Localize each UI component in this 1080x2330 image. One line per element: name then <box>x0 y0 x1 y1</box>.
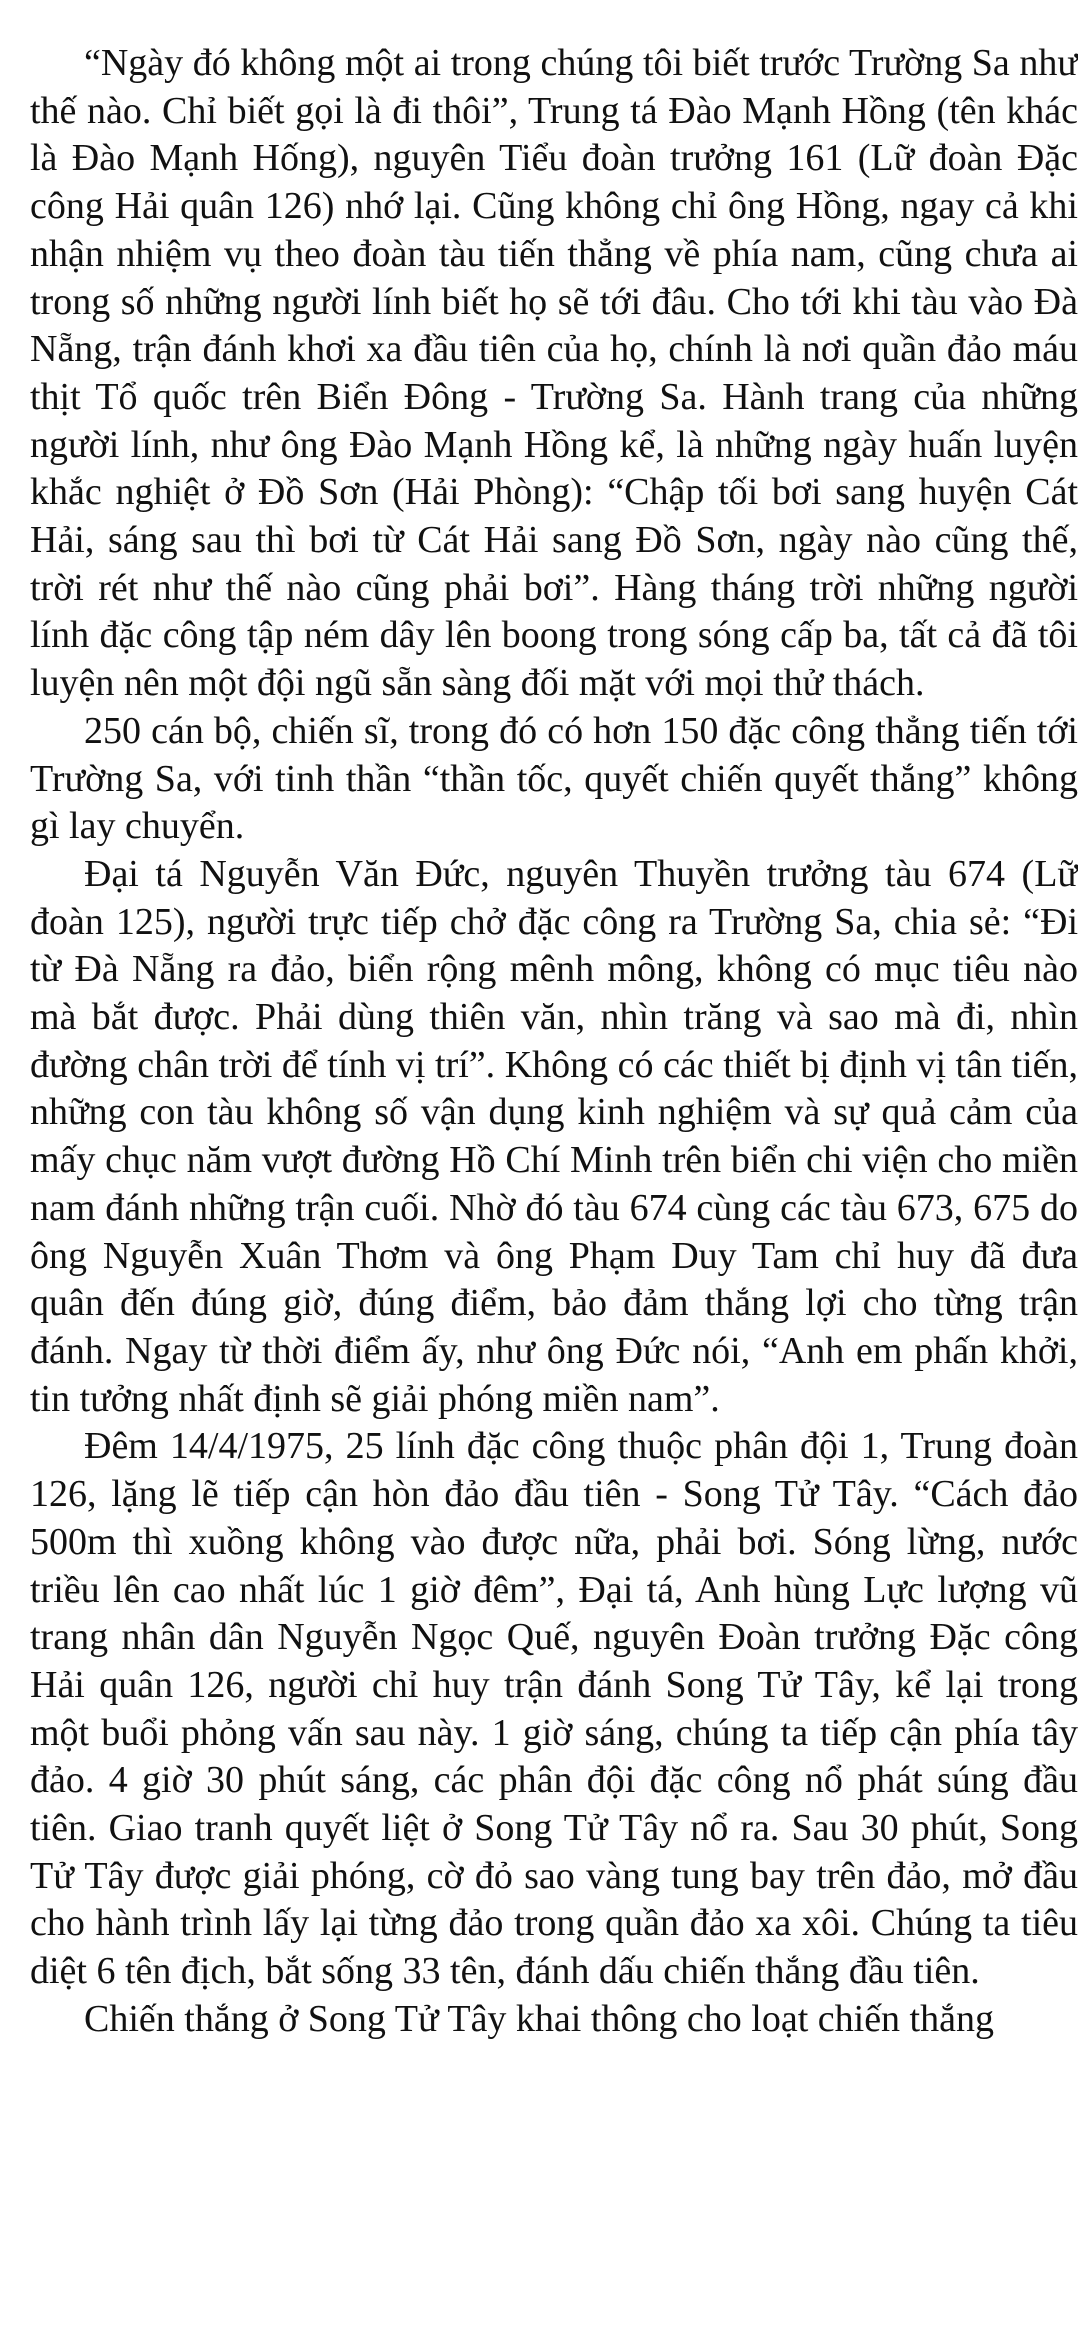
article-body <box>30 40 1078 2044</box>
paragraph-250-soldiers: 250 cán bộ, chiến sĩ, trong đó có hơn 150 đặc công thẳng tiến tới Trường Sa, với tinh thần “thần tốc, quyết chiến quyết thắng” không gì lay chuyển. <box>30 709 1078 848</box>
paragraph-truong-sa-memory: “Ngày đó không một ai trong chúng tôi biết trước Trường Sa như thế nào. Chỉ biết gọi là đi thôi”, Trung tá Đào Mạnh Hồng (tên khác là Đào Mạnh Hống), nguyên Tiểu đoàn trưởng 161 (Lữ đoàn Đặc công Hải quân 126) nhớ lại. Cũng không chỉ ông Hồng, ngay cả khi nhận nhiệm vụ theo đoàn tàu tiến thẳng về phía nam, cũng chưa ai trong số những người lính biết họ sẽ tới đâu. Cho tới khi tàu vào Đà Nẵng, trận đánh khơi xa đầu tiên của họ, chính là nơi quần đảo máu thịt Tổ quốc trên Biển Đông - Trường Sa. Hành trang của những người lính, như ông Đào Mạnh Hồng kể, là những ngày huấn luyện khắc nghiệt ở Đồ Sơn (Hải Phòng): “Chập tối bơi sang huyện Cát Hải, sáng sau thì bơi từ Cát Hải sang Đồ Sơn, ngày nào cũng thế, trời rét như thế nào cũng phải bơi”. Hàng tháng trời những người lính đặc công tập ném dây lên boong trong sóng cấp ba, tất cả đã tôi luyện nên một đội ngũ sẵn sàng đối mặt với mọi thử thách. <box>30 42 1078 705</box>
article-page <box>30 40 1078 2326</box>
paragraph-captain-duc: Đại tá Nguyễn Văn Đức, nguyên Thuyền trưởng tàu 674 (Lữ đoàn 125), người trực tiếp chở đặc công ra Trường Sa, chia sẻ: “Đi từ Đà Nẵng ra đảo, biển rộng mênh mông, không có mục tiêu nào mà bắt được. Phải dùng thiên văn, nhìn trăng và sao mà đi, nhìn đường chân trời để tính vị trí”. Không có các thiết bị định vị tân tiến, những con tàu không số vận dụng kinh nghiệm và sự quả cảm của mấy chục năm vượt đường Hồ Chí Minh trên biển chi viện cho miền nam đánh những trận cuối. Nhờ đó tàu 674 cùng các tàu 673, 675 do ông Nguyễn Xuân Thơm và ông Phạm Duy Tam chỉ huy đã đưa quân đến đúng giờ, đúng điểm, bảo đảm thắng lợi cho từng trận đánh. Ngay từ thời điểm ấy, như ông Đức nói, “Anh em phấn khởi, tin tưởng nhất định sẽ giải phóng miền nam”. <box>30 852 1078 1420</box>
paragraph-song-tu-tay-battle: Đêm 14/4/1975, 25 lính đặc công thuộc phân đội 1, Trung đoàn 126, lặng lẽ tiếp cận hòn đảo đầu tiên - Song Tử Tây. “Cách đảo 500m thì xuồng không vào được nữa, phải bơi. Sóng lừng, nước triều lên cao nhất lúc 1 giờ đêm”, Đại tá, Anh hùng Lực lượng vũ trang nhân dân Nguyễn Ngọc Quế, nguyên Đoàn trưởng Đặc công Hải quân 126, người chỉ huy trận đánh Song Tử Tây, kể lại trong một buổi phỏng vấn sau này. 1 giờ sáng, chúng ta tiếp cận phía tây đảo. 4 giờ 30 phút sáng, các phân đội đặc công nổ phát súng đầu tiên. Giao tranh quyết liệt ở Song Tử Tây nổ ra. Sau 30 phút, Song Tử Tây được giải phóng, cờ đỏ sao vàng tung bay trên đảo, mở đầu cho hành trình lấy lại từng đảo trong quần đảo xa xôi. Chúng ta tiêu diệt 6 tên địch, bắt sống 33 tên, đánh dấu chiến thắng đầu tiên. <box>30 1425 1078 1993</box>
paragraph-victory-continued: Chiến thắng ở Song Tử Tây khai thông cho loạt chiến thắng <box>84 1997 994 2040</box>
